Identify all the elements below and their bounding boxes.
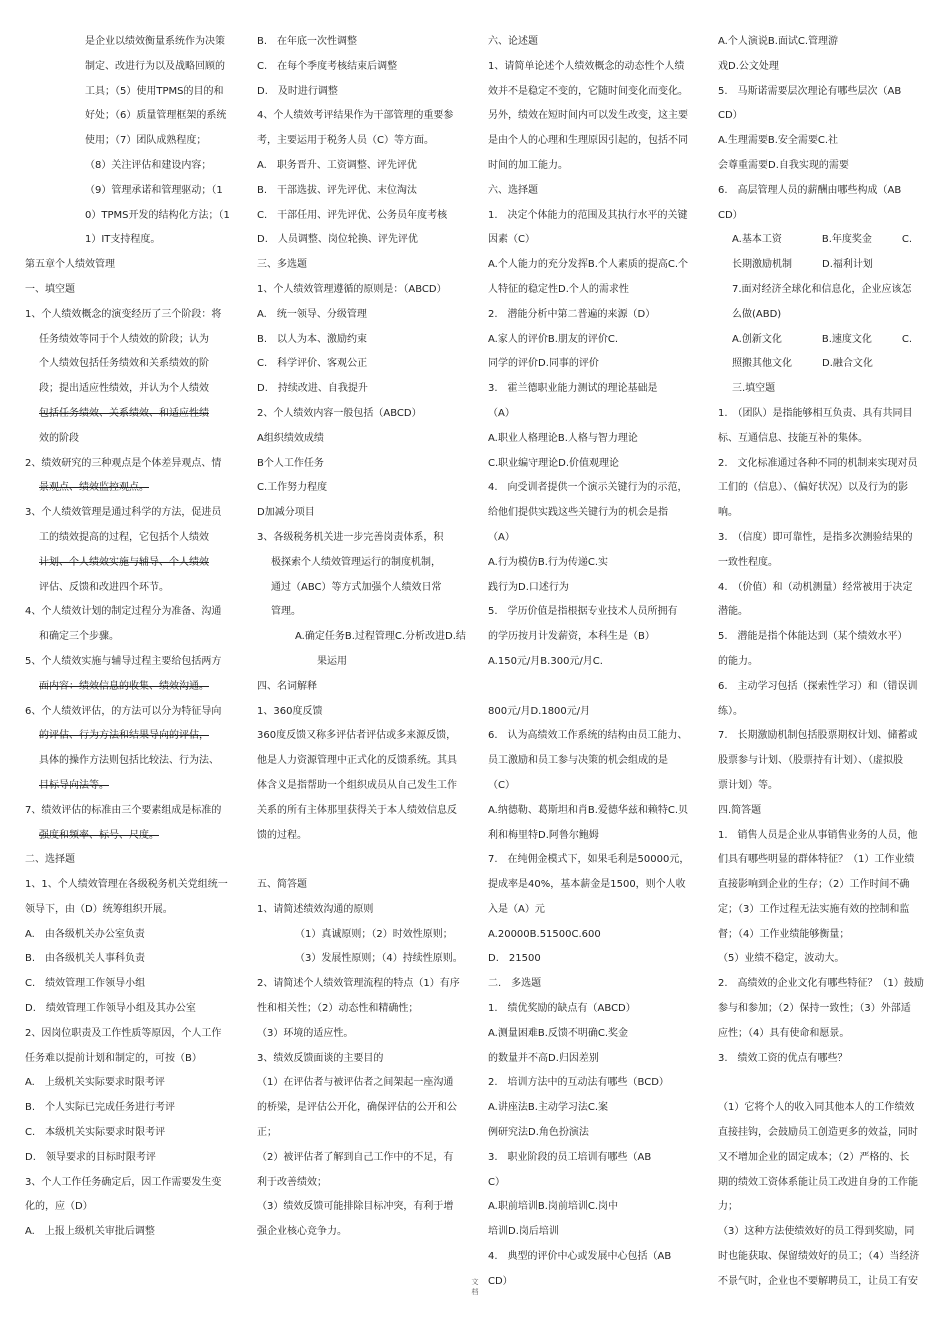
text-line: 1. 销售人员是企业从事销售业务的人员，他 xyxy=(718,829,918,841)
text-line: C. 在每个季度考核结束后调整 xyxy=(257,60,398,72)
text-line: 4. 向受训者提供一个演示关键行为的示范， xyxy=(488,482,688,494)
text-line: 因素（C） xyxy=(488,234,535,246)
text-line: （3）环境的适应性。 xyxy=(257,1027,354,1039)
text-line: 时也能获取、保留绩效好的员工；（4）当经济 xyxy=(718,1251,920,1263)
text-line: 效并不是稳定不变的，它随时间变化而变化。 xyxy=(488,85,688,97)
text-line: 潜能。 xyxy=(718,606,748,618)
text-line: 果运用 xyxy=(317,655,347,667)
text-line: 3、个人绩效管理是通过科学的方法，促进员 xyxy=(25,507,222,519)
text-line: 响。 xyxy=(718,507,738,519)
text-line: 4. 典型的评价中心或发展中心包括（AB xyxy=(488,1251,672,1263)
text-line: 1、请简述绩效沟通的原则 xyxy=(257,903,374,915)
text-line: （C） xyxy=(488,779,515,791)
text-line: 2、因岗位职责及工作性质等原因，个人工作 xyxy=(25,1027,222,1039)
column-2 xyxy=(257,30,471,1245)
text-line xyxy=(257,848,471,873)
text-line: B. 以人为本、激励约束 xyxy=(257,333,368,345)
text-line: B. 在年底一次性调整 xyxy=(257,36,358,47)
text-line: 3. 霍兰德职业能力测试的理论基础是 xyxy=(488,383,658,395)
text-line: 时间的加工能力。 xyxy=(488,159,568,171)
text-line: 效的阶段 xyxy=(39,432,79,444)
text-line: CD） xyxy=(488,1275,513,1287)
text-line: C） xyxy=(488,1176,505,1188)
text-line: A.20000B.51500C.600 xyxy=(488,928,601,940)
text-line: 性和相关性；（2）动态性和精确性； xyxy=(257,1003,419,1015)
text-line: 通过（ABC）等方式加强个人绩效日常 xyxy=(271,581,442,593)
text-line: CD） xyxy=(718,110,743,122)
text-line: D. 领导要求的目标时限考评 xyxy=(25,1151,156,1163)
text-line: 800元/月D.1800元/月 xyxy=(488,705,591,717)
text-line: 制定、改进行为以及战略回顾的 xyxy=(85,60,225,72)
text-line: 1. （团队）是指能够相互负责、具有共同目 xyxy=(718,407,913,419)
text-line: A.150元/月B.300元/月C. xyxy=(488,655,603,667)
text-line: 1、个人绩效管理遵循的原则是：（ABCD） xyxy=(257,283,447,295)
text-line: 强企业核心竞争力。 xyxy=(257,1226,347,1238)
text-line: 3. 绩效工资的优点有哪些？ xyxy=(718,1052,848,1064)
text-line: 的评估、行为方法和结果导向的评估， xyxy=(39,730,209,742)
text-line: 会尊重需要D.自我实现的需要 xyxy=(718,159,849,171)
text-line: A.家人的评价B.朋友的评价C. xyxy=(488,333,619,345)
text-line: 好处；（6）质量管理框架的系统 xyxy=(85,110,227,122)
text-line: 7. 长期激励机制包括股票期权计划、储蓄或 xyxy=(718,730,918,742)
text-line: 1）IT支持程度。 xyxy=(85,234,161,246)
column-1 xyxy=(25,30,239,1245)
text-line: 入是（A）元 xyxy=(488,903,545,915)
text-line: 是由个人的心理和生理原因引起的，包括不同 xyxy=(488,135,688,147)
text-line: 7、绩效评估的标准由三个要素组成是标准的 xyxy=(25,804,222,816)
text-line: 领导下，由（D）统筹组织开展。 xyxy=(25,903,173,915)
text-line: 管理。 xyxy=(271,606,301,618)
text-line: 1. 绩优奖励的缺点有（ABCD） xyxy=(488,1003,636,1015)
text-line: 2、个人绩效内容一般包括（ABCD） xyxy=(257,407,422,419)
text-line: D. 持续改进、自我提升 xyxy=(257,383,368,395)
text-line: C. 科学评价、客观公正 xyxy=(257,358,368,370)
text-line: 的数量并不高D.归因差别 xyxy=(488,1052,599,1064)
text-line: A. 统一领导、分级管理 xyxy=(257,308,367,320)
text-line: A.职前培训B.岗前培训C.岗中 xyxy=(488,1201,619,1213)
text-line: 1、360度反馈 xyxy=(257,705,323,717)
text-line: 三、多选题 xyxy=(257,259,307,271)
text-line: CD） xyxy=(718,209,743,221)
text-line: 关系的所有主体那里获得关于本人绩效信息反 xyxy=(257,804,457,816)
text-line: 直接挂钩，会鼓励员工创造更多的效益，同时 xyxy=(718,1127,918,1139)
text-line: 4、个人绩效考评结果作为干部管理的重要参 xyxy=(257,110,454,122)
text-line: 3、各级税务机关进一步完善岗责体系，积 xyxy=(257,531,444,543)
footer-text-1: 文 xyxy=(471,1278,479,1286)
text-line xyxy=(488,675,702,700)
text-line: C. 绩效管理工作领导小组 xyxy=(25,978,146,990)
text-line: C. 本级机关实际要求时限考评 xyxy=(25,1127,166,1139)
text-line: 2、请简述个人绩效管理流程的特点（1）有序 xyxy=(257,978,460,990)
text-line: 5. 潜能是指个体能达到（某个绩效水平） xyxy=(718,631,908,643)
text-line: 标、互通信息、技能互补的集体。 xyxy=(718,432,868,444)
text-line: 六、选择题 xyxy=(488,184,538,196)
text-line: （5）业绩不稳定，波动大。 xyxy=(718,953,845,965)
text-line: 三.填空题 xyxy=(732,383,776,395)
text-line xyxy=(718,1071,932,1096)
text-line: 同学的评价D.同事的评价 xyxy=(488,358,599,370)
text-line: D. 及时进行调整 xyxy=(257,85,338,97)
text-line: 的桥梁，是评估公开化，确保评估的公开和公 xyxy=(257,1102,457,1114)
text-line: 1. 决定个体能力的范围及其执行水平的关键 xyxy=(488,209,688,221)
text-line: 景观点、绩效监控观点。 xyxy=(39,482,149,494)
text-line: （A） xyxy=(488,531,515,543)
text-line: 面内容：绩效信息的收集、绩效沟通。 xyxy=(39,680,209,692)
text-line: 另外，绩效在短时间内可以发生改变，这主要 xyxy=(488,110,688,122)
text-line: 股票参与计划、（股票持有计划）、（虚拟股 xyxy=(718,755,903,767)
text-line: 6、个人绩效评估，的方法可以分为特征导向 xyxy=(25,705,222,717)
text-line: A.讲座法B.主动学习法C.案 xyxy=(488,1102,609,1114)
text-line: 四、名词解释 xyxy=(257,680,317,692)
text-line: 们具有哪些明显的群体特征？（1）工作业绩 xyxy=(718,854,915,866)
column-4 xyxy=(718,30,932,1295)
text-line: 他是人力资源管理中正式化的反馈系统。其具 xyxy=(257,755,457,767)
text-line: 提成率是40%，基本薪金是1500，则个人收 xyxy=(488,879,686,891)
text-line: 3、绩效反馈面谈的主要目的 xyxy=(257,1052,384,1064)
text-line: 7.面对经济全球化和信息化，企业应该怎 xyxy=(732,283,912,295)
text-line: 极探索个人绩效管理运行的制度机制， xyxy=(271,556,441,568)
text-line: D加减分项目 xyxy=(257,507,315,519)
text-line: 五、简答题 xyxy=(257,879,307,891)
text-line: 6. 主动学习包括（探索性学习）和（错误训 xyxy=(718,680,918,692)
text-line: A.创新文化 B.速度文化 C. xyxy=(732,333,913,345)
text-line: 评估、反馈和改进四个环节。 xyxy=(39,581,169,593)
text-line: 正； xyxy=(257,1127,277,1139)
text-line: 工们的（信息）、（偏好状况）以及行为的影 xyxy=(718,482,908,494)
text-line: 员工激励和员工参与决策的机会组成的是 xyxy=(488,755,668,767)
text-line: A.个人能力的充分发挥B.个人素质的提高C.个 xyxy=(488,259,689,271)
text-line: B. 干部选拔、评先评优、末位淘汰 xyxy=(257,184,418,196)
text-line: 1、个人绩效概念的演变经历了三个阶段：将 xyxy=(25,308,222,320)
text-line: 的能力。 xyxy=(718,655,758,667)
text-line: 督；（4）工作业绩能够衡量； xyxy=(718,928,850,940)
text-line: 使用；（7）团队成熟程度； xyxy=(85,135,207,147)
text-line: 7. 在纯佣金模式下，如果毛利是50000元， xyxy=(488,854,690,866)
text-line: 直接影响到企业的生存；（2）工作时间不确 xyxy=(718,879,910,891)
text-line: 一致性程度。 xyxy=(718,556,778,568)
text-line: 1、1、个人绩效管理在各级税务机关党组统一 xyxy=(25,879,228,891)
column-3 xyxy=(488,30,702,1295)
text-line: 馈的过程。 xyxy=(257,829,307,841)
text-line: 利于改善绩效； xyxy=(257,1176,327,1188)
text-line: 0）TPMS开发的结构化方法；（1 xyxy=(85,209,230,221)
text-line: C.职业编守理论D.价值观理论 xyxy=(488,457,620,469)
text-line: A.确定任务B.过程管理C.分析改进D.结 xyxy=(295,631,466,643)
text-line: 4、个人绩效计划的制定过程分为准备、沟通 xyxy=(25,606,222,618)
text-line: （8）关注评估和建设内容； xyxy=(85,159,212,171)
text-line: 体含义是指帮助一个组织成员从自己发生工作 xyxy=(257,779,457,791)
text-line: 2、绩效研究的三种观点是个体差异观点、情 xyxy=(25,457,222,469)
text-line: 票计划）等。 xyxy=(718,779,778,791)
text-line: （2）被评估者了解到自己工作中的不足，有 xyxy=(257,1151,454,1163)
text-line: 计划、个人绩效实施与辅导、个人绩效 xyxy=(39,556,209,568)
text-line: 践行为D.口述行为 xyxy=(488,581,569,593)
text-line: 任务绩效等同于个人绩效的阶段；认为 xyxy=(39,333,209,345)
text-line: 四.简答题 xyxy=(718,804,762,816)
text-line: B. 由各级机关人事科负责 xyxy=(25,953,146,965)
text-line: B. 个人实际已完成任务进行考评 xyxy=(25,1102,176,1114)
text-line: 参与和参加；（2）保持一致性；（3）外部适 xyxy=(718,1003,911,1015)
footer-text-2: 档 xyxy=(471,1288,479,1296)
text-line: A. 职务晋升、工资调整、评先评优 xyxy=(257,159,417,171)
text-line: 人特征的稳定性D.个人的需求性 xyxy=(488,283,629,295)
text-line: （3）这种方法使绩效好的员工得到奖励，同 xyxy=(718,1226,915,1238)
text-line: （1）在评估者与被评估者之间架起一座沟通 xyxy=(257,1077,454,1089)
text-line: A.职业人格理论B.人格与智力理论 xyxy=(488,432,638,444)
text-line: 又不增加企业的固定成本；（2）严格的、长 xyxy=(718,1151,910,1163)
text-line: 应性；（4）具有使命和愿景。 xyxy=(718,1027,850,1039)
text-line: 2. 潜能分析中第二普遍的来源（D） xyxy=(488,308,656,320)
text-line: 4. （价值）和（动机测量）经常被用于决定 xyxy=(718,581,913,593)
text-line: 2. 文化标准通过各种不同的机制来实现对员 xyxy=(718,457,918,469)
text-line: 6. 认为高绩效工作系统的结构由员工能力、 xyxy=(488,730,688,742)
page-footer xyxy=(465,1277,485,1297)
text-line: A.测量困难B.反馈不明确C.奖金 xyxy=(488,1027,629,1039)
text-line: A.行为模仿B.行为传递C.实 xyxy=(488,556,609,568)
text-line: 3、个人工作任务确定后，因工作需要发生变 xyxy=(25,1176,222,1188)
text-line: 不景气时，企业也不要解聘员工，让员工有安 xyxy=(718,1275,918,1287)
text-line: 强度和频率、标号、尺度。 xyxy=(39,829,159,841)
text-line: 例研究法D.角色扮演法 xyxy=(488,1127,589,1139)
text-line: 力； xyxy=(718,1201,738,1213)
text-line: 一、填空题 xyxy=(25,283,75,295)
text-line: D. 绩效管理工作领导小组及其办公室 xyxy=(25,1003,196,1015)
text-line: 利和梅里特D.阿鲁尔鲍姆 xyxy=(488,829,599,841)
text-line: 六、论述题 xyxy=(488,36,538,47)
text-line: 3. （信度）即可靠性，是指多次测验结果的 xyxy=(718,531,913,543)
text-line: 工具；（5）使用TPMS的目的和 xyxy=(85,85,224,97)
text-line: A. 上级机关实际要求时限考评 xyxy=(25,1077,165,1089)
text-line: （1）真诚原则；（2）时效性原则； xyxy=(295,928,453,940)
text-line: D. 21500 xyxy=(488,953,541,965)
text-line: A. 由各级机关办公室负责 xyxy=(25,928,145,940)
text-line: A.基本工资 B.年度奖金 C. xyxy=(732,234,913,246)
text-line: 戏D.公文处理 xyxy=(718,60,779,72)
text-line: D. 人员调整、岗位轮换、评先评优 xyxy=(257,234,418,246)
text-line: A.生理需要B.安全需要C.社 xyxy=(718,135,839,147)
text-line: 给他们提供实践这些关键行为的机会是指 xyxy=(488,507,668,519)
text-line: 二、选择题 xyxy=(25,854,75,866)
text-line: 具体的操作方法则包括比较法、行为法、 xyxy=(39,755,219,767)
text-line: A.纳德勒、葛斯坦和肖B.爱德华兹和赖特C.贝 xyxy=(488,804,689,816)
text-line: 2. 培训方法中的互动法有哪些（BCD） xyxy=(488,1077,669,1089)
text-line: （3）绩效反馈可能排除目标冲突，有利于增 xyxy=(257,1201,454,1213)
text-line: C.工作努力程度 xyxy=(257,482,328,494)
text-line: 么做(ABD) xyxy=(732,308,782,320)
text-line: 化的，应（D） xyxy=(25,1201,93,1213)
text-line: 个人绩效包括任务绩效和关系绩效的阶 xyxy=(39,358,209,370)
text-line: A.个人演说B.面试C.管理游 xyxy=(718,36,839,47)
text-line: 定；（3）工作过程无法实施有效的控制和监 xyxy=(718,903,910,915)
text-line: 5. 马斯诺需要层次理论有哪些层次（AB xyxy=(718,85,902,97)
text-line: （1）它将个人的收入同其他本人的工作绩效 xyxy=(718,1102,915,1114)
text-line: 段；提出适应性绩效，并认为个人绩效 xyxy=(39,383,209,395)
text-line: C. 干部任用、评先评优、公务员年度考核 xyxy=(257,209,448,221)
text-line: 5、个人绩效实施与辅导过程主要给包括两方 xyxy=(25,655,222,667)
text-line: 照搬其他文化 D.融合文化 xyxy=(732,358,873,370)
text-line: B个人工作任务 xyxy=(257,457,324,469)
text-line: 工的绩效提高的过程，它包括个人绩效 xyxy=(39,531,209,543)
text-line: 360度反馈又称多评估者评估或多来源反馈， xyxy=(257,730,457,742)
text-line: A. 上报上级机关审批后调整 xyxy=(25,1226,155,1238)
text-line: 是企业以绩效衡量系统作为决策 xyxy=(85,36,225,47)
text-line: 1、请简单论述个人绩效概念的动态性个人绩 xyxy=(488,60,685,72)
text-line: 2. 高绩效的企业文化有哪些特征？（1）鼓励 xyxy=(718,978,924,990)
text-line: 6. 高层管理人员的薪酬由哪些构成（AB xyxy=(718,184,902,196)
text-line: 第五章个人绩效管理 xyxy=(25,259,115,271)
text-line: 二. 多选题 xyxy=(488,978,542,990)
text-line: 培训D.岗后培训 xyxy=(488,1226,559,1238)
text-line: （3）发展性原则；（4）持续性原则。 xyxy=(295,953,463,965)
text-line: 长期激励机制 D.福利计划 xyxy=(732,259,873,271)
text-line: 包括任务绩效、关系绩效、和适应性绩 xyxy=(39,407,209,419)
text-line: （A） xyxy=(488,407,515,419)
text-line: （9）管理承诺和管理驱动；（1 xyxy=(85,184,223,196)
text-line: 期的绩效工资体系能让员工改进自身的工作能 xyxy=(718,1176,918,1188)
text-line: 和确定三个步骤。 xyxy=(39,631,119,643)
text-line: A组织绩效成绩 xyxy=(257,432,324,444)
text-line: 目标导向法等。 xyxy=(39,779,109,791)
text-line: 练）。 xyxy=(718,705,743,717)
text-line: 5. 学历价值是指根据专业技术人员所拥有 xyxy=(488,606,678,618)
text-line: 3. 职业阶段的员工培训有哪些（AB xyxy=(488,1151,652,1163)
text-line: 考，主要运用于税务人员（C）等方面。 xyxy=(257,135,434,147)
text-line: 任务难以提前计划和制定的，可按（B） xyxy=(25,1052,202,1064)
text-line: 的学历按月计发薪资，本科生是（B） xyxy=(488,631,655,643)
